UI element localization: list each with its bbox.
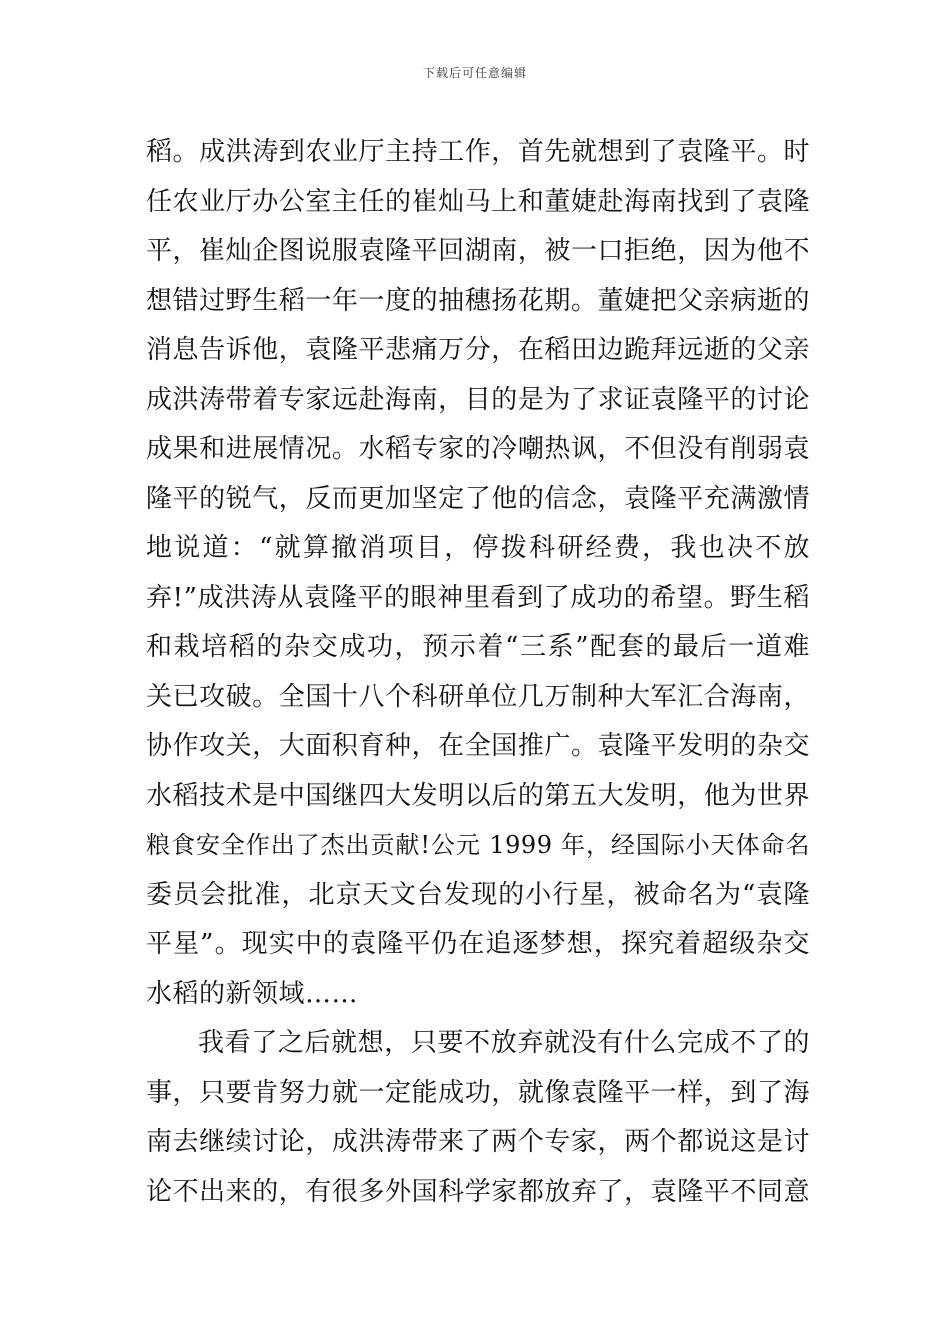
text-line: 事，只要肯努力就一定能成功，就像袁隆平一样，到了海: [146, 1077, 810, 1108]
text-line: 地说道：“就算撤消项目，停拨科研经费，我也决不放: [146, 533, 810, 563]
text-line: 和栽培稻的杂交成功，预示着“三系”配套的最后一道难: [146, 632, 810, 662]
text-line: 成洪涛带着专家远赴海南，目的是为了求证袁隆平的讨论: [146, 384, 810, 415]
page-header: 下载后可任意编辑: [422, 66, 527, 80]
text-line: 想错过野生稻一年一度的抽穗扬花期。董婕把父亲病逝的: [146, 285, 810, 316]
text-line: 平，崔灿企图说服袁隆平回湖南，被一口拒绝，因为他不: [146, 236, 810, 266]
text-line: 协作攻关，大面积育种，在全国推广。袁隆平发明的杂交: [146, 731, 810, 761]
text-line-paragraph-end: 水稻的新领域……: [146, 978, 359, 1009]
text-line: 委员会批准，北京天文台发现的小行星，被命名为“袁隆: [146, 879, 810, 910]
text-line-paragraph-start: 我看了之后就想，只要不放弃就没有什么完成不了的: [198, 1028, 810, 1058]
text-line: 成果和进展情况。水稻专家的冷嘲热讽，不但没有削弱袁: [146, 434, 810, 464]
text-line: 南去继续讨论，成洪涛带来了两个专家，两个都说这是讨: [146, 1127, 810, 1157]
text-line: 水稻技术是中国继四大发明以后的第五大发明，他为世界: [146, 780, 810, 811]
text-line: 稻。成洪涛到农业厅主持工作，首先就想到了袁隆平。时: [146, 137, 810, 167]
text-line: 粮食安全作出了杰出贡献!公元 1999 年，经国际小天体命名: [146, 831, 810, 859]
body-text: [146, 128, 810, 1217]
text-line: 消息告诉他，袁隆平悲痛万分，在稻田边跪拜远逝的父亲: [146, 335, 810, 365]
text-line: 平星”。现实中的袁隆平仍在追逐梦想，探究着超级杂交: [146, 929, 810, 959]
text-line: 隆平的锐气，反而更加坚定了他的信念，袁隆平充满激情: [146, 483, 810, 514]
text-line: 关已攻破。全国十八个科研单位几万制种大军汇合海南，: [146, 681, 810, 712]
text-line: 弃!”成洪涛从袁隆平的眼神里看到了成功的希望。野生稻: [146, 582, 810, 613]
text-line: 任农业厅办公室主任的崔灿马上和董婕赴海南找到了袁隆: [146, 186, 810, 217]
text-line: 论不出来的，有很多外国科学家都放弃了，袁隆平不同意: [146, 1176, 810, 1207]
